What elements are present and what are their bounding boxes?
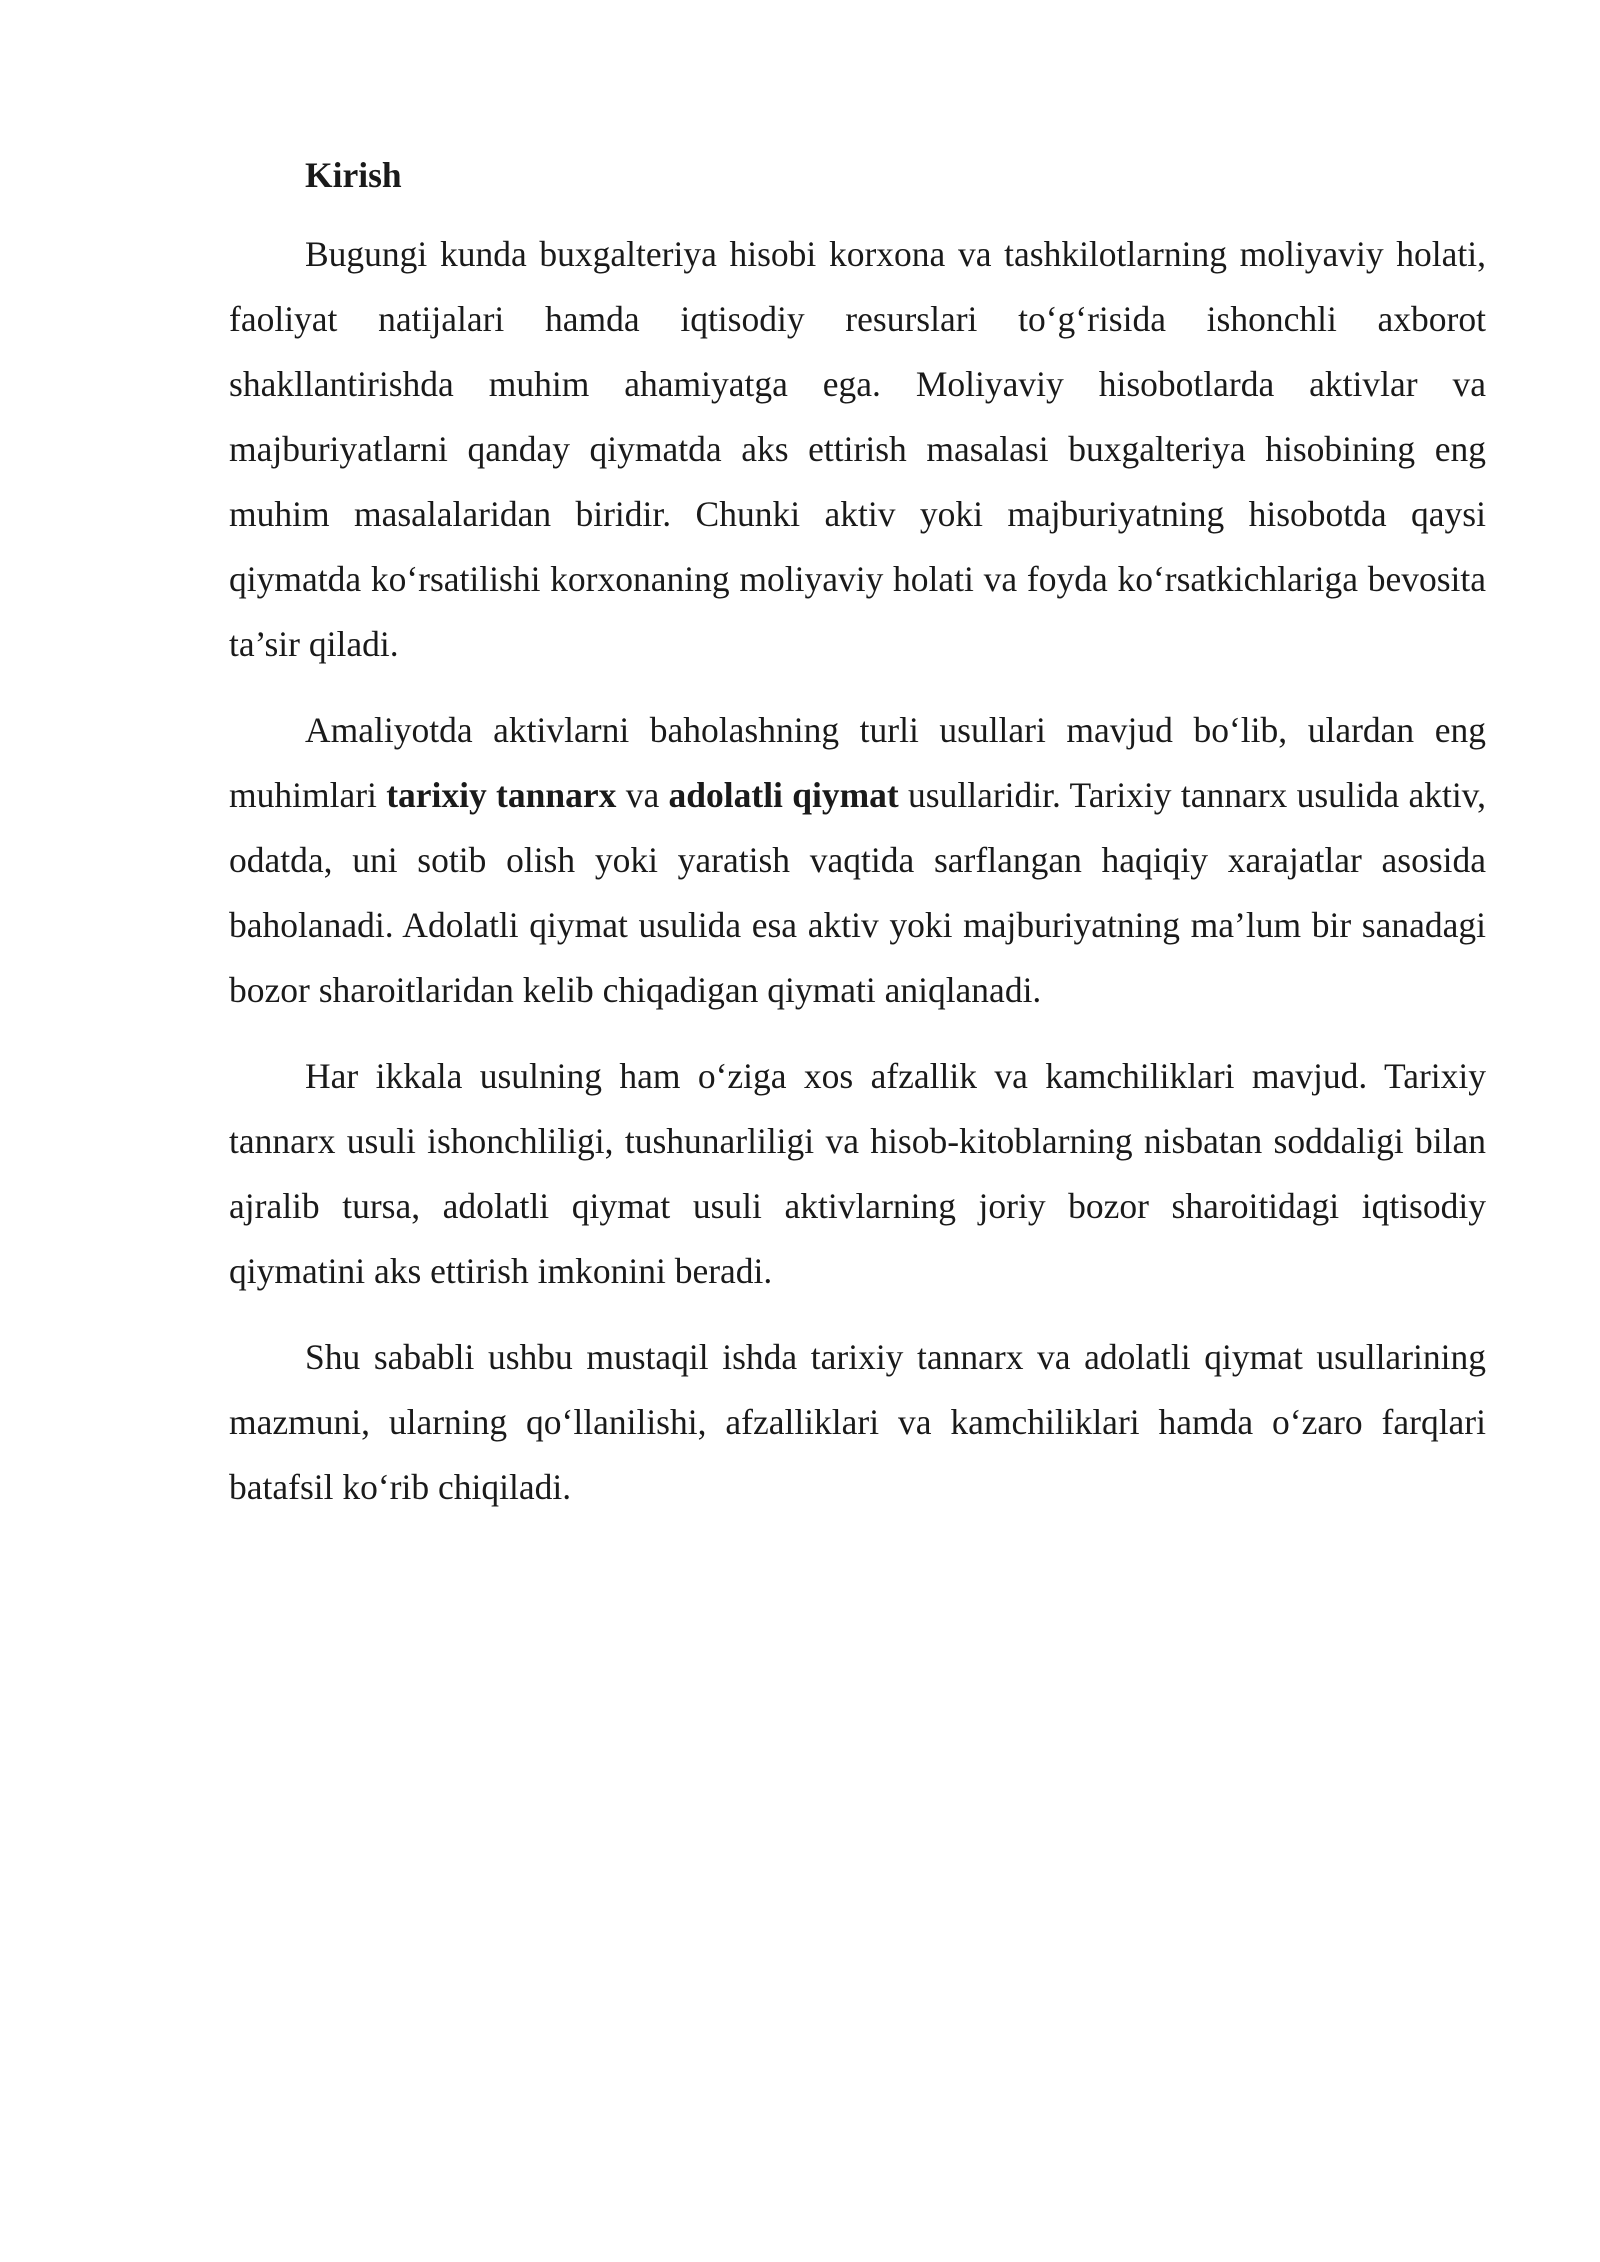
bold-term-adolatli-qiymat: adolatli qiymat: [668, 775, 899, 815]
paragraph-2-text-c: usullaridir. Tarixiy tannarx usulida aktiv, odatda, uni sotib olish yoki yaratish vaqtida sarflangan haqiqiy xarajatlar asosida baholanadi. Adolatli qiymat usulida esa aktiv yoki majburiyatning ma’lum bir sanadagi bozor sharoitlaridan kelib chiqadigan qiymati aniqlanadi.: [229, 775, 1487, 1010]
section-heading: Kirish: [305, 155, 402, 195]
paragraph-2-text-a: Amaliyotda aktivlarni baholashning turli usullari mavjud bo‘lib, ulardan eng muhimlari: [229, 710, 1486, 815]
document-body: [229, 150, 1486, 1541]
paragraph-1: Bugungi kunda buxgalteriya hisobi korxona va tashkilotlarning moliyaviy holati, faoliyat natijalari hamda iqtisodiy resurslari to‘g‘risida ishonchli axborot shakllantirishda muhim ahamiyatga ega. Moliyaviy hisobotlarda aktivlar va majburiyatlarni qanday qiymatda aks ettirish masalasi buxgalteriya hisobining eng muhim masalalaridan biridir. Chunki aktiv yoki majburiyatning hisobotda qaysi qiymatda ko‘rsatilishi korxonaning moliyaviy holati va foyda ko‘rsatkichlariga bevosita ta’sir qiladi.: [229, 234, 1486, 664]
bold-term-tarixiy-tannarx: tarixiy tannarx: [386, 775, 617, 815]
paragraph-4: Shu sababli ushbu mustaqil ishda tarixiy tannarx va adolatli qiymat usullarining mazmuni, ularning qo‘llanilishi, afzalliklari va kamchiliklari hamda o‘zaro farqlari batafsil ko‘rib chiqiladi.: [229, 1337, 1486, 1507]
paragraph-2: [229, 698, 1486, 1023]
paragraph-3: Har ikkala usulning ham o‘ziga xos afzallik va kamchiliklari mavjud. Tarixiy tannarx usuli ishonchliligi, tushunarliligi va hisob-kitoblarning nisbatan soddaligi bilan ajralib tursa, adolatli qiymat usuli aktivlarning joriy bozor sharoitidagi iqtisodiy qiymatini aks ettirish imkonini beradi.: [229, 1056, 1486, 1291]
paragraph-2-text-b: va: [616, 775, 669, 815]
